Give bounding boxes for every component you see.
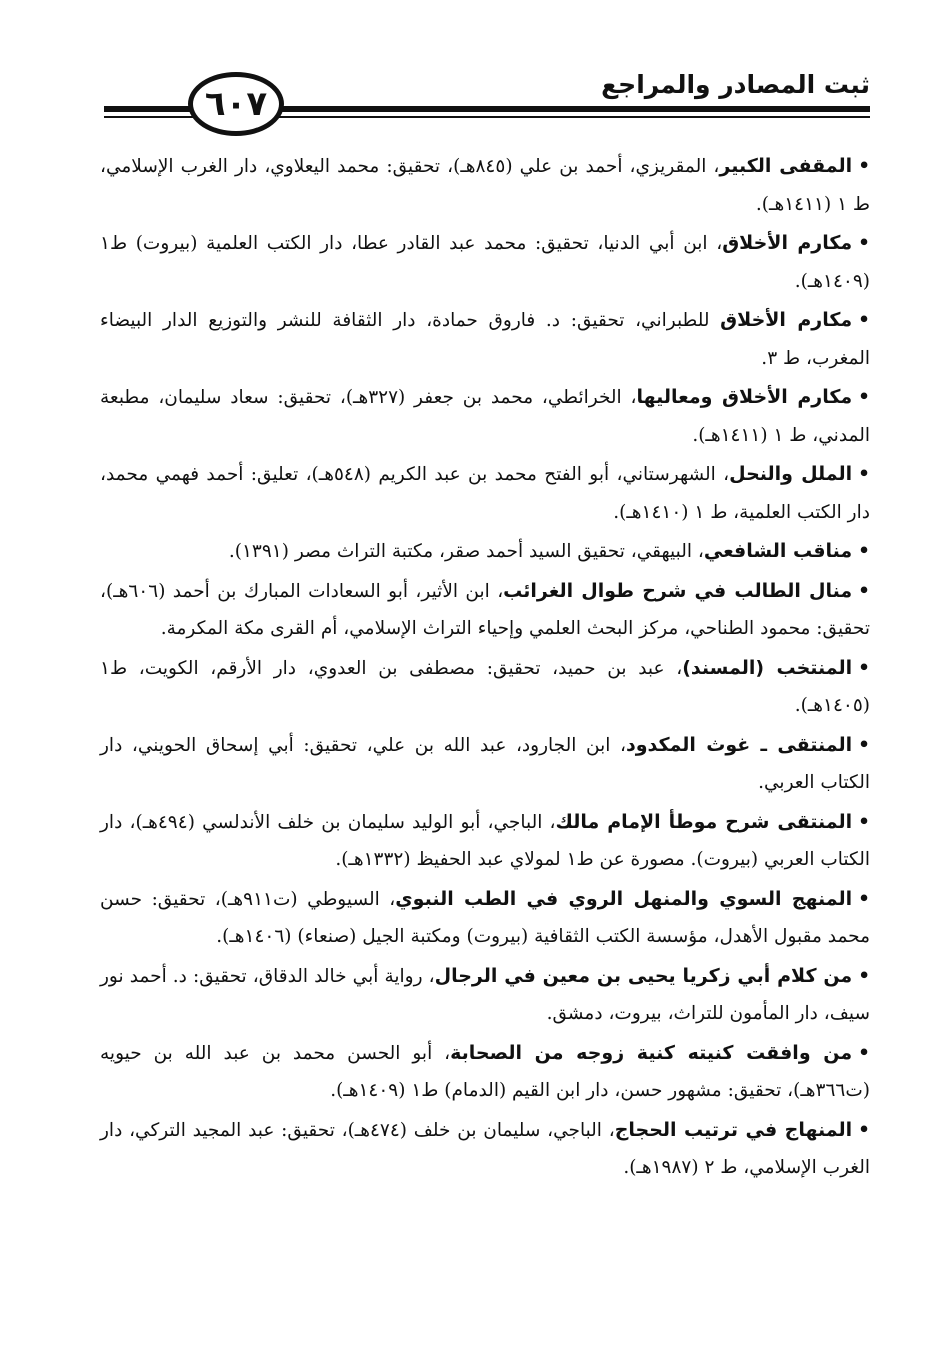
- bibliography-list: [100, 148, 870, 1189]
- bullet-icon: •: [858, 888, 870, 910]
- entry-title: مناقب الشافعي: [703, 540, 853, 562]
- entry-title: المنتقى ـ غوث المكدود: [625, 733, 853, 756]
- bibliography-entry: [100, 1112, 870, 1187]
- entry-details: ، الشهرستاني، أبو الفتح محمد بن عبد الكريم (٥٤٨هـ)، تعليق: أحمد فهمي محمد، دار الكتب العلمية، ط ١ (١٤١٠هـ).: [100, 464, 870, 523]
- bibliography-entry: [100, 148, 870, 223]
- bibliography-entry: [100, 302, 870, 377]
- entry-details: ، الباجي، سليمان بن خلف (٤٧٤هـ)، تحقيق: عبد المجيد التركي، دار الغرب الإسلامي، ط ٢ (١٩٨٧هـ).: [100, 1119, 870, 1178]
- entry-details: ، أبو الحسن محمد بن عبد الله بن حيويه (ت٣٦٦هـ)، تحقيق: مشهور حسن، دار ابن القيم (الدمام) ط١ (١٤٠٩هـ).: [100, 1042, 870, 1101]
- bullet-icon: •: [858, 541, 870, 562]
- entry-details: ، ابن الأثير، أبو السعادات المبارك بن أحمد (٦٠٦هـ)، تحقيق: محمود الطناحي، مركز البحث العلمي وإحياء التراث الإسلامي، أم القرى مكة المكرمة.: [100, 580, 870, 639]
- entry-title: المنتقى شرح موطأ الإمام مالك: [555, 810, 853, 833]
- entry-details: ، ابن الجارود، عبد الله بن علي، تحقيق: أبي إسحاق الحويني، دار الكتاب العربي.: [100, 734, 870, 793]
- bibliography-entry: [100, 958, 870, 1033]
- entry-details: ، رواية أبي خالد الدقاق، تحقيق: د. أحمد نور سيف، دار المأمون للتراث، بيروت، دمشق.: [100, 965, 870, 1024]
- entry-details: ، الباجي، أبو الوليد سليمان بن خلف الأندلسي (٤٩٤هـ)، دار الكتاب العربي (بيروت). مصورة عن ط١ لمولاي عبد الحفيظ (١٣٣٢هـ).: [100, 811, 870, 870]
- page-number-oval: [188, 72, 284, 136]
- running-title: ثبت المصادر والمراجع: [601, 70, 870, 99]
- bibliography-entry: [100, 1035, 870, 1110]
- page-number: ٦٠٧: [204, 84, 268, 124]
- entry-details: ، ابن أبي الدنيا، تحقيق: محمد عبد القادر عطا، دار الكتب العلمية (بيروت) ط١ (١٤٠٩هـ).: [100, 233, 870, 292]
- bibliography-entry: [100, 379, 870, 454]
- bibliography-entry: [100, 650, 870, 725]
- entry-title: من كلام أبي زكريا يحيى بن معين في الرجال: [434, 964, 853, 987]
- bullet-icon: •: [858, 233, 870, 254]
- page-header: [88, 62, 870, 142]
- entry-title: المقفى الكبير: [719, 155, 853, 177]
- bibliography-entry: [100, 804, 870, 879]
- bullet-icon: •: [858, 811, 870, 833]
- bullet-icon: •: [858, 387, 870, 408]
- bibliography-entry: [100, 573, 870, 648]
- bullet-icon: •: [858, 580, 870, 602]
- bibliography-entry: [100, 225, 870, 300]
- entry-title: مكارم الأخلاق: [720, 309, 853, 331]
- entry-details: ، البيهقي، تحقيق السيد أحمد صقر، مكتبة التراث مصر (١٣٩١).: [228, 541, 704, 562]
- bullet-icon: •: [858, 734, 870, 756]
- bullet-icon: •: [858, 1119, 870, 1141]
- bullet-icon: •: [858, 657, 870, 679]
- entry-details: ، المقريزي، أحمد بن علي (٨٤٥هـ)، تحقيق: محمد اليعلاوي، دار الغرب الإسلامي، ط ١ (١٤١١هـ).: [100, 156, 870, 215]
- bibliography-entry: [100, 456, 870, 531]
- entry-title: مكارم الأخلاق ومعاليها: [636, 386, 853, 408]
- entry-details: ، عبد بن حميد، تحقيق: مصطفى بن العدوي، دار الأرقم، الكويت، ط١ (١٤٠٥هـ).: [100, 657, 870, 716]
- bullet-icon: •: [858, 310, 870, 331]
- entry-title: منال الطالب في شرح طوال الغرائب: [503, 579, 853, 602]
- entry-details: ، الخرائطي، محمد بن جعفر (٣٢٧هـ)، تحقيق: سعاد سليمان، مطبعة المدني، ط ١ (١٤١١هـ).: [100, 387, 870, 446]
- entry-title: الملل والنحل: [729, 463, 853, 485]
- entry-title: من وافقت كنيته كنية زوجه من الصحابة: [450, 1041, 853, 1064]
- bullet-icon: •: [858, 464, 870, 485]
- entry-details: للطبراني، تحقيق: د. فاروق حمادة، دار الثقافة للنشر والتوزيع الدار البيضاء المغرب، ط ٣.: [100, 310, 870, 369]
- entry-title: المنتخب (المسند): [682, 656, 853, 679]
- entry-title: المنهاج في ترتيب الحجاج: [614, 1118, 853, 1141]
- bullet-icon: •: [858, 1042, 870, 1064]
- entry-details: ، السيوطي (ت٩١١هـ)، تحقيق: حسن محمد مقبول الأهدل، مؤسسة الكتب الثقافية (بيروت) ومكتبة الجيل (صنعاء) (١٤٠٦هـ).: [100, 888, 870, 947]
- entry-title: مكارم الأخلاق: [722, 232, 853, 254]
- bibliography-entry: [100, 727, 870, 802]
- bibliography-entry: [100, 881, 870, 956]
- bullet-icon: •: [858, 965, 871, 987]
- bibliography-entry: [100, 533, 870, 571]
- entry-title: المنهج السوي والمنهل الروي في الطب النبوي: [395, 887, 853, 910]
- bullet-icon: •: [858, 156, 871, 177]
